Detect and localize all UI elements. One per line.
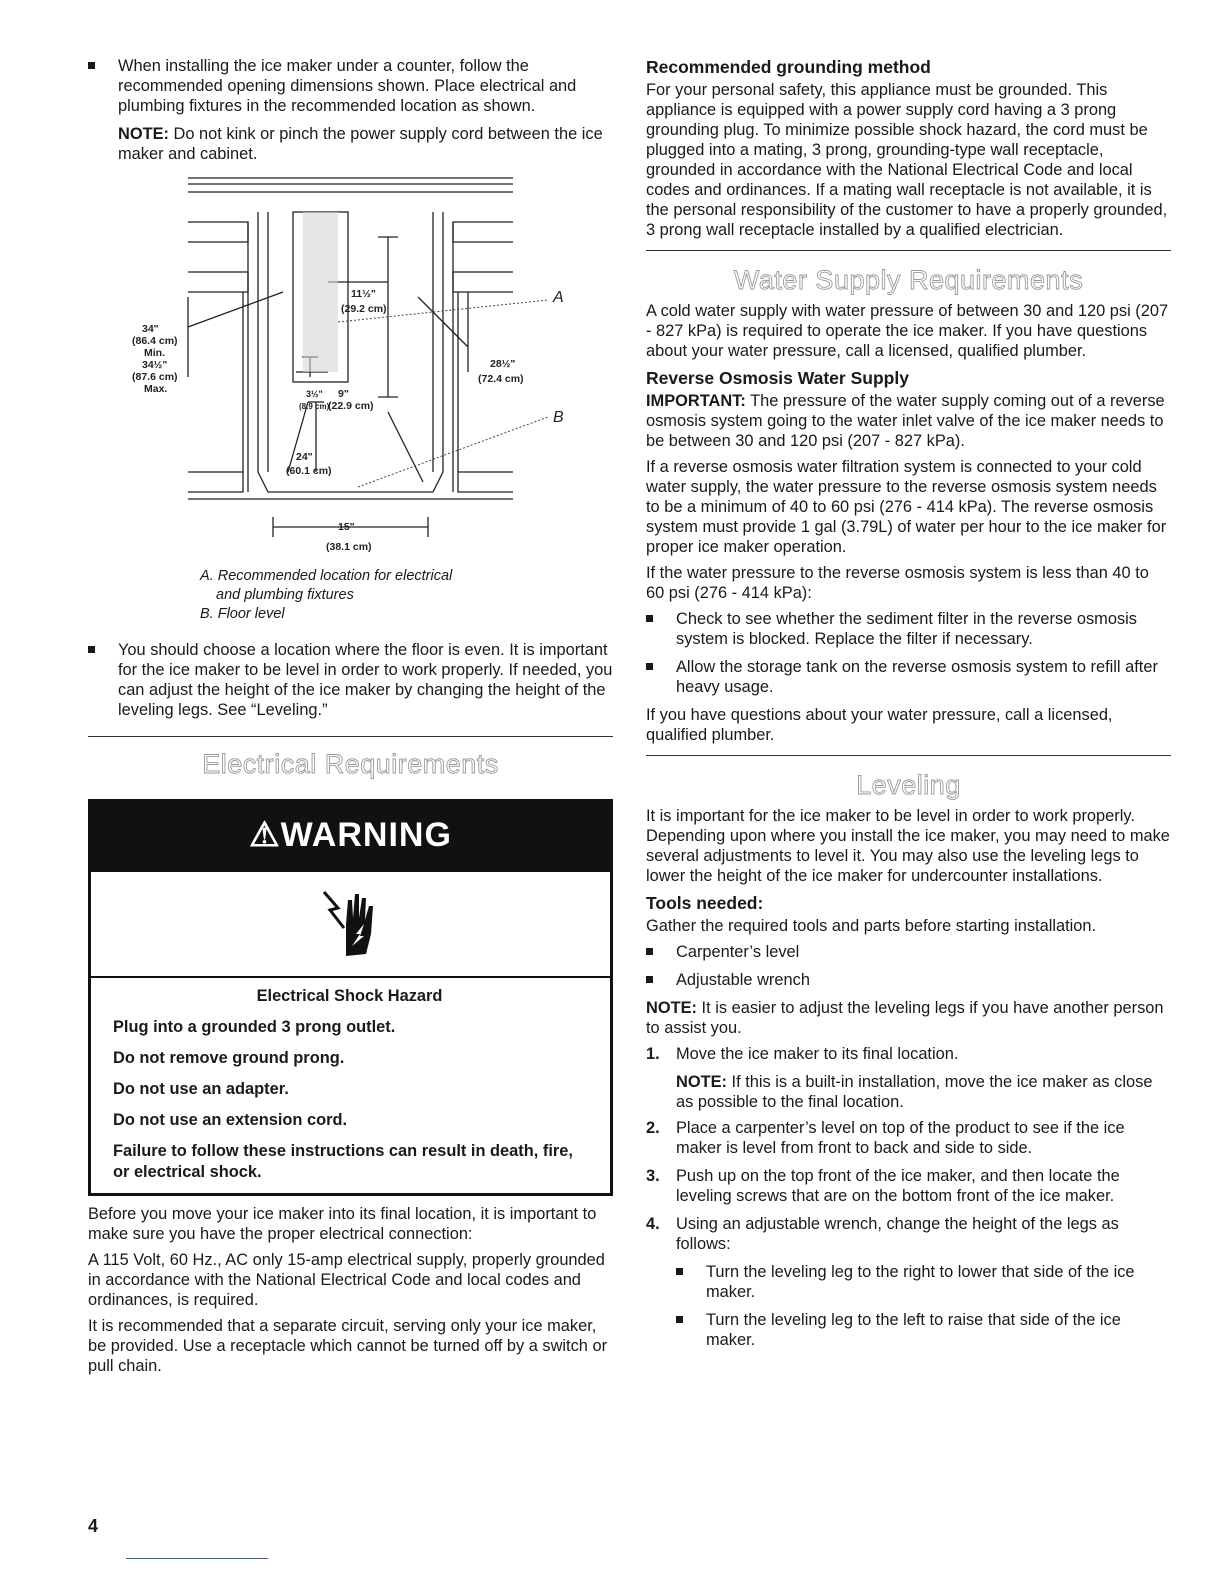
reverse-osmosis-heading: Reverse Osmosis Water Supply [646,368,909,388]
tool-carpenters-level: Carpenter’s level [646,942,1171,962]
step-text: Move the ice maker to its final location. [676,1045,959,1063]
dim-width-in: 15" [338,521,355,533]
warning-line-5: Failure to follow these instructions can result in death, fire, or electrical shock. [113,1142,573,1181]
electrical-para-2: A 115 Volt, 60 Hz., AC only 15-amp electrical supply, properly grounded in accordance with the National Electrical Code and local codes and ordinances, is required. [88,1251,605,1309]
caption-a-cont: and plumbing fixtures [216,587,354,603]
caption-b: B. Floor level [200,606,285,622]
electrical-requirements-title: Electrical Requirements [202,749,499,779]
dim-small-cm: (8.9 cm) [299,402,330,411]
dim-outlet-height-in: 9" [338,388,349,400]
dim-max-label: Max. [144,383,168,395]
dim-width-cm: (38.1 cm) [326,541,372,553]
important-label: IMPORTANT: [646,392,746,410]
step-text: Place a carpenter’s level on top of the product to see if the ice maker is level from front to back and side to side. [676,1119,1125,1157]
dim-outlet-width-in: 11½" [351,288,376,300]
grounding-heading: Recommended grounding method [646,57,931,77]
sub-step-lower: Turn the leveling leg to the right to lower that side of the ice maker. [676,1262,1171,1302]
shock-hazard-icon-row [91,872,610,978]
dim-depth-right-in: 28½" [490,358,516,370]
dim-height-max-in: 34½" [142,359,168,371]
step-4 [646,1214,1171,1254]
label-a: A [553,289,564,306]
step-number: 4. [646,1215,660,1233]
electric-shock-hand-icon [316,884,386,964]
note-text: If this is a built-in installation, move the ice maker as close as possible to the final location. [676,1073,1153,1111]
step-1 [646,1044,1171,1064]
right-column [646,56,1171,1358]
dim-min-label: Min. [144,347,165,359]
tools-heading: Tools needed: [646,893,764,913]
electrical-para-1: Before you move your ice maker into its final location, it is important to make sure you have the proper electrical connection: [88,1205,597,1243]
step-number: 1. [646,1045,660,1063]
leveling-text: It is important for the ice maker to be level in order to work properly. Depending upon where you install the ice maker, you may need to make several adjustments to level it. You may also use the leveling legs to lower the height of the ice maker for undercounter installations. [646,807,1170,885]
page-number: 4 [88,1516,99,1536]
ro-bullet-1: Check to see whether the sediment filter in the reverse osmosis system is blocked. Replace the filter if necessary. [646,609,1171,649]
caption-a: A. Recommended location for electrical [200,568,453,584]
water-supply-title: Water Supply Requirements [733,265,1084,295]
warning-triangle-icon: ⚠ [249,816,281,854]
ro-bullet-2: Allow the storage tank on the reverse osmosis system to refill after heavy usage. [646,657,1171,697]
note-text: Do not kink or pinch the power supply cord between the ice maker and cabinet. [118,125,603,163]
left-column [88,56,613,1382]
divider [646,755,1171,756]
dim-height-min-in: 34" [142,323,159,335]
dim-height-min-cm: (86.4 cm) [132,335,178,347]
divider [646,250,1171,251]
step-2 [646,1118,1171,1158]
step-1-note [646,1072,1171,1112]
warning-box [88,799,613,1196]
hazard-title: Electrical Shock Hazard [256,987,443,1005]
warning-body [91,978,610,1193]
note-label: NOTE: [646,999,697,1017]
warning-heading-text: WARNING [280,816,452,854]
note-label: NOTE: [118,125,169,143]
step-text: Push up on the top front of the ice maker, and then locate the leveling screws that are on the bottom front of the ice maker. [676,1167,1120,1205]
cord-note [88,124,613,164]
note-label: NOTE: [676,1073,727,1091]
leveling-note [646,998,1171,1038]
warning-heading [91,802,610,872]
ro-para-2: If the water pressure to the reverse osmosis system is less than 40 to 60 psi (276 - 414 kPa): [646,564,1149,602]
warning-line-1: Plug into a grounded 3 prong outlet. [113,1018,396,1036]
dim-depth-cm: (60.1 cm) [286,465,332,477]
important-text: The pressure of the water supply coming out of a reverse osmosis system going to the water inlet valve of the ice maker needs to be between 30 and 120 psi (207 - 827 kPa). [646,392,1165,450]
warning-line-4: Do not use an extension cord. [113,1111,348,1129]
ro-para-1: If a reverse osmosis water filtration system is connected to your cold water supply, the water pressure to the reverse osmosis system needs to be a minimum of 40 to 60 psi (276 - 414 kPa). The reverse osmosis system must provide 1 gal (3.79L) of water per hour to the ice maker for proper ice maker operation. [646,458,1167,556]
tools-text: Gather the required tools and parts before starting installation. [646,917,1097,935]
dim-outlet-width-cm: (29.2 cm) [341,303,387,315]
sub-step-raise: Turn the leveling leg to the left to raise that side of the ice maker. [676,1310,1171,1350]
step-number: 3. [646,1167,660,1185]
dim-depth-in: 24" [296,451,313,463]
dim-depth-right-cm: (72.4 cm) [478,373,524,385]
dim-outlet-height-cm: (22.9 cm) [328,400,374,412]
step-text: Using an adjustable wrench, change the height of the legs as follows: [676,1215,1119,1253]
warning-line-2: Do not remove ground prong. [113,1049,345,1067]
tool-adjustable-wrench: Adjustable wrench [646,970,1171,990]
install-undercounter-bullet: When installing the ice maker under a counter, follow the recommended opening dimensions shown. Place electrical and plumbing fixtures in the recommended location as shown. [88,56,613,116]
grounding-text: For your personal safety, this appliance must be grounded. This appliance is equipped with a power supply cord having a 3 prong grounding plug. To minimize possible shock hazard, the cord must be plugged into a mating, 3 prong, grounding-type wall receptacle, grounded in accordance with the National Electrical Code and local codes and ordinances. If a mating wall receptacle is not available, it is the personal responsibility of the customer to have a properly grounded, 3 prong wall receptacle installed by a qualified electrician. [646,81,1168,239]
dim-small-in: 3½" [306,389,323,399]
note-text: It is easier to adjust the leveling legs if you have another person to assist you. [646,999,1164,1037]
floor-even-bullet: You should choose a location where the floor is even. It is important for the ice maker to be level in order to work properly. If needed, you can adjust the height of the ice maker by changing the height of the leveling legs. See “Leveling.” [88,640,613,720]
divider [88,736,613,737]
important-note [646,391,1171,451]
label-b: B [553,409,564,426]
ro-para-3: If you have questions about your water pressure, call a licensed, qualified plumber. [646,706,1113,744]
electrical-para-3: It is recommended that a separate circuit, serving only your ice maker, be provided. Use a receptacle which cannot be turned off by a switch or pull chain. [88,1317,608,1375]
warning-line-3: Do not use an adapter. [113,1080,289,1098]
leveling-title: Leveling [856,770,961,800]
dim-height-max-cm: (87.6 cm) [132,371,178,383]
step-3 [646,1166,1171,1206]
step-number: 2. [646,1119,660,1137]
water-text: A cold water supply with water pressure of between 30 and 120 psi (207 - 827 kPa) is required to operate the ice maker. If you have questions about your water pressure, call a licensed, qualified plumber. [646,302,1169,360]
footer-rule [126,1558,268,1559]
undercounter-installation-diagram [88,172,613,567]
diagram-caption [200,567,613,624]
